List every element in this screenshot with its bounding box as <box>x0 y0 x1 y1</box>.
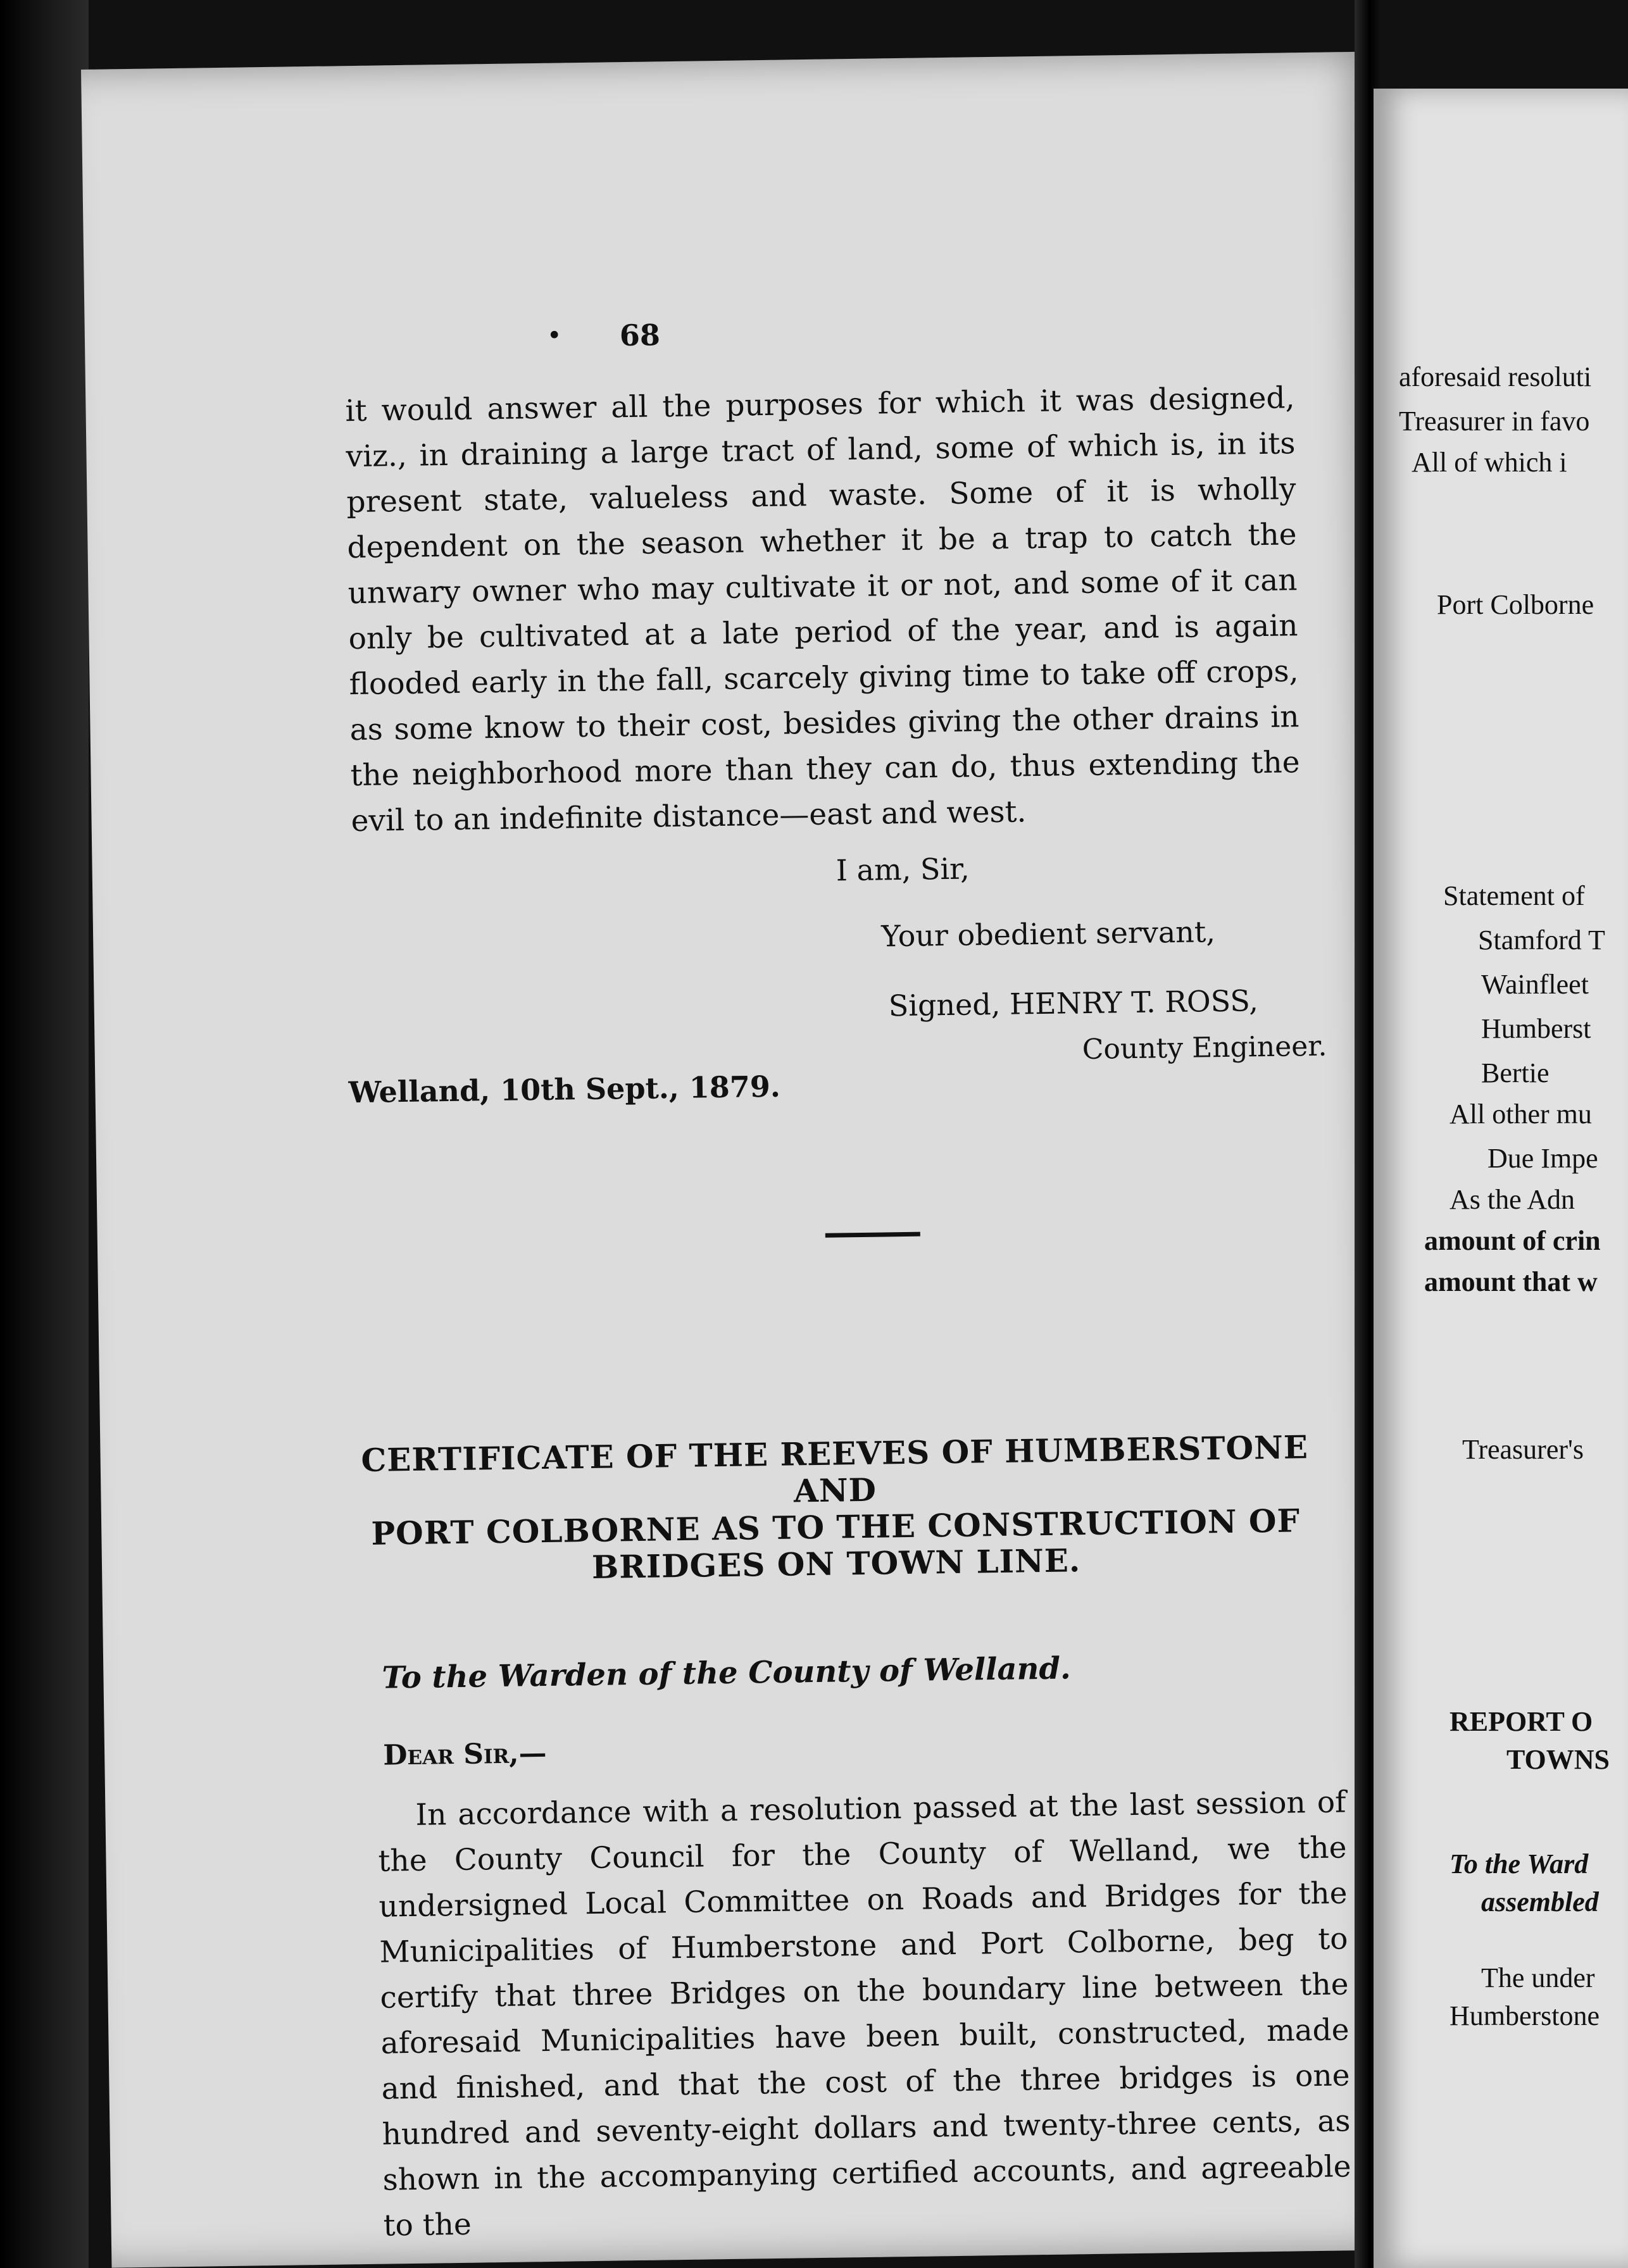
scan-border-left <box>0 0 89 2268</box>
place-date: Welland, 10th Sept., 1879. <box>348 1069 781 1110</box>
right-line: assembled <box>1481 1886 1599 1917</box>
signatory-title: County Engineer. <box>1082 1030 1327 1066</box>
signature: Signed, HENRY T. ROSS, <box>888 983 1259 1023</box>
right-line: All other mu <box>1450 1099 1592 1130</box>
right-line: aforesaid resoluti <box>1399 361 1592 392</box>
ink-dot: • <box>546 321 562 351</box>
right-line: amount of crin <box>1424 1225 1601 1256</box>
page-number: 68 <box>619 318 661 353</box>
addressee: To the Warden of the County of Welland. <box>382 1650 1072 1696</box>
right-line: amount that w <box>1424 1266 1598 1297</box>
heading-line-3: BRIDGES ON TOWN LINE. <box>591 1542 1081 1586</box>
body-paragraph-2: In accordance with a resolution passed at the last session of the County Council for the County of Welland, we the undersigned Local Committee on Roads and Bridges for the Municipalities of Humberstone and Port Colborne, beg to certify that three Bridges on the boundary line between the aforesaid Municipalities have been built, constructed, made and finished, and that the cost of the three bridges is one hundred and seventy-eight dollars and twenty-three cents, as shown in the accompanying certified accounts, and agreeable to the <box>378 1785 1351 2243</box>
closing-servant: Your obedient servant, <box>880 914 1216 954</box>
right-line: To the Ward <box>1450 1848 1589 1879</box>
right-line: REPORT O <box>1450 1706 1593 1737</box>
right-line: The under <box>1481 1962 1595 1993</box>
right-line: All of which i <box>1412 447 1567 478</box>
body-paragraph-1: it would answer all the purposes for which it was designed, viz., in draining a large tract of land, some of which is, in its present state, valueless and waste. Some of it is wholly dependent on the season whether it be a trap to catch the unwary owner who may cultivate it or not, and some of it can only be cultivated at a late period of the year, and is again flooded early in the fall, scarcely giving time to take off crops, as some know to their cost, besides giving the other drains in the neighborhood more than they can do, thus extending the evil to an indefinite distance—east and west. <box>345 380 1300 839</box>
right-line: As the Adn <box>1450 1184 1575 1215</box>
right-line: Treasurer's <box>1462 1434 1584 1465</box>
right-line: Bertie <box>1481 1057 1550 1088</box>
right-line: Humberst <box>1481 1013 1591 1044</box>
right-line: Humberstone <box>1450 2000 1600 2031</box>
right-line: Statement of <box>1443 880 1585 911</box>
right-line: Due Impe <box>1487 1143 1598 1174</box>
heading-line-1: CERTIFICATE OF THE REEVES OF HUMBERSTONE AND <box>361 1428 1309 1510</box>
section-divider <box>825 1232 920 1238</box>
section-heading <box>322 1428 1349 1590</box>
right-line: Wainfleet <box>1481 969 1589 1000</box>
right-line: TOWNS <box>1506 1744 1610 1775</box>
heading-line-2: PORT COLBORNE AS TO THE CONSTRUCTION OF <box>371 1502 1301 1552</box>
right-line: Port Colborne <box>1437 589 1594 620</box>
right-page <box>1374 89 1628 2268</box>
left-page <box>81 51 1408 2267</box>
closing-greeting: I am, Sir, <box>836 851 970 888</box>
right-line: Stamford T <box>1478 925 1605 956</box>
salutation: Dear Sir,— <box>382 1736 547 1772</box>
right-line: Treasurer in favo <box>1399 406 1590 437</box>
